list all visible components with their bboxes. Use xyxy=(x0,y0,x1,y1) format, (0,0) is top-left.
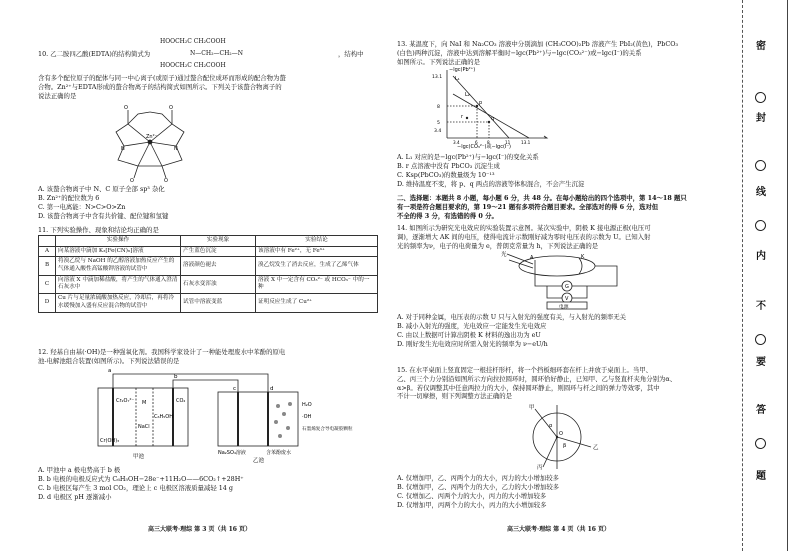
q15-option-a: A. 仅增加甲，乙、丙两个力的大小，丙力的大小增加较多 xyxy=(397,474,560,483)
table-cell: B xyxy=(39,257,56,275)
label-beta: β xyxy=(563,443,567,450)
table-cell: 向某溶液中滴加 K₃[Fe(CN)₆]溶液 xyxy=(56,246,181,257)
label-force-bing: 丙 xyxy=(537,465,543,472)
table-cell: 试管中溶液变蓝 xyxy=(181,294,256,312)
q14-option-b: B. 减小入射光的强度，光电效应一定能发生光电效应 xyxy=(397,322,547,331)
label-yi-pool: 乙池 xyxy=(253,457,265,464)
label-cr2o7: Cr₂O₇²⁻ xyxy=(116,397,135,404)
q11-stem: 11. 下列实验操作、现象和结论均正确的是 xyxy=(38,226,159,234)
label-light: 光 xyxy=(501,252,507,259)
label-h2o: H₂O xyxy=(302,401,312,408)
q13-option-d: D. 维持温度不变，将 p、q 两点的溶液等体积混合，不会产生沉淀 xyxy=(397,179,585,188)
binding-circle-icon xyxy=(755,92,766,103)
table-cell: 向溶液 X 中滴加稀盐酸，将产生的气体通入澄清石灰水中 xyxy=(56,275,181,293)
q13-y-tick: 5 xyxy=(437,121,440,127)
label-oh-radical: ·OH xyxy=(302,413,312,420)
table-cell: 证明反应生成了 Cu²⁺ xyxy=(256,294,378,312)
binding-char: 要 xyxy=(756,357,766,368)
edta-formula-top: HOOCH₂C CH₂COOH xyxy=(160,38,226,45)
table-row xyxy=(39,246,378,257)
label-voltmeter: V xyxy=(565,296,569,303)
q12-option-a: A. 甲池中 a 极电势高于 b 极 xyxy=(38,466,121,475)
q13-x-axis-label: −lgc(CO₃²⁻)或−lgc(I⁻) xyxy=(457,144,511,151)
q13-x-tick: 13.1 xyxy=(521,140,531,146)
label-co2: CO₂ xyxy=(176,397,186,404)
edta-formula-bottom: HOOCH₂C CH₂COOH xyxy=(160,62,226,69)
label-cathode-k: K xyxy=(581,254,585,261)
table-cell: 溶液 X 中一定含有 CO₃²⁻ 或 HCO₃⁻ 中的一种 xyxy=(256,275,378,293)
binding-char: 线 xyxy=(756,187,766,198)
svg-text:O: O xyxy=(124,105,128,112)
label-electrode: 石墨烯复合导电凝胶颗粒 xyxy=(302,426,353,432)
table-header xyxy=(39,235,56,246)
q15-option-b: B. 仅增加甲，乙、丙两个力的大小，乙力的大小增加较多 xyxy=(397,482,560,491)
table-row xyxy=(39,275,378,293)
binding-dashed-line xyxy=(742,0,743,551)
q13-option-c: C. Ksp(PbCO₃)的数量级为 10⁻¹³ xyxy=(397,170,495,179)
q12-option-b: B. b 电极的电极反应式为 C₆H₅OH−28e⁻+11H₂O——6CO₂↑+28H⁺ xyxy=(38,475,244,484)
svg-text:O: O xyxy=(169,105,173,112)
question-12 xyxy=(38,348,378,502)
svg-text:O: O xyxy=(130,178,134,183)
label-b: b xyxy=(174,373,178,380)
q13-option-b: B. r 点溶液中没有 PbCO₃ 沉淀生成 xyxy=(397,162,500,171)
q11-table xyxy=(38,235,378,313)
q13-stem2: (白色)两种沉淀，溶液中达到溶解平衡时−lgc(Pb²⁺)与−lgc(CO₃²⁻)或−lgc(I⁻)的关系 xyxy=(397,48,642,57)
q14-stem1: 14. 如图所示为研究光电效应的实验装置示意图。某次实验中，阴极 K 接电源正极(电压可 xyxy=(397,224,651,232)
table-cell: 石灰水变浑浊 xyxy=(181,275,256,293)
label-jia-pool: 甲池 xyxy=(133,453,145,460)
table-header: 实验现象 xyxy=(181,235,256,246)
label-c6h5oh: C₆H₅OH xyxy=(154,413,173,420)
cell-electrolysis-diagram xyxy=(38,366,378,464)
table-cell: 溶液颜色褪去 xyxy=(181,257,256,275)
q14-option-a: A. 对于同种金属，电压表的示数 U 只与入射光的强度有关，与入射光的频率无关 xyxy=(397,313,627,322)
q13-line-label-l2: L₂ xyxy=(465,92,470,99)
table-cell: 将溴乙烷与 NaOH 的乙醇溶液加热反应产生的气体通入酸性高锰酸钾溶液的试管中 xyxy=(56,257,181,275)
zn-edta-chelate-diagram xyxy=(88,102,208,182)
label-anode-a: A xyxy=(530,255,534,262)
table-cell: Cu 片与足量浓硫酸加热反应，冷却后，再将冷水缓慢加入盛有反应混合物的试管中 xyxy=(56,294,181,312)
binding-circle-icon xyxy=(755,438,766,449)
q13-y-tick: 13.1 xyxy=(432,75,443,81)
q13-x-tick: 3.4 xyxy=(453,140,460,146)
table-header: 实验结论 xyxy=(256,235,378,246)
binding-char: 内 xyxy=(756,251,766,262)
binding-char: 答 xyxy=(756,405,766,416)
svg-text:O: O xyxy=(164,178,168,183)
table-row xyxy=(39,294,378,312)
label-power: 电源 xyxy=(559,305,569,311)
label-nacl: NaCl xyxy=(138,423,150,430)
section-2-line3: 不全的得 3 分，有选错的得 0 分。 xyxy=(397,211,498,220)
section-2-instructions xyxy=(397,194,727,220)
q13-line-label-l1: L₁ xyxy=(455,76,460,83)
q13-x-tick: 8 xyxy=(487,140,490,146)
binding-char: 密 xyxy=(756,41,766,52)
q13-option-a: A. L₁ 对应的是−lgc(Pb²⁺)与−lgc(I⁻)的变化关系 xyxy=(397,153,539,162)
q13-point-label: q xyxy=(491,116,495,123)
q12-option-d: D. d 电极区 pH 逐渐减小 xyxy=(38,492,112,501)
q13-x-tick: 11 xyxy=(505,140,511,146)
q13-y-axis-label: −lgc(Pb²⁺) xyxy=(449,67,476,74)
label-c: c xyxy=(233,385,237,392)
table-header: 实验操作 xyxy=(56,235,181,246)
label-center-o: O xyxy=(559,431,563,438)
q10-stem1: 10. 乙二胺四乙酸(EDTA)的结构简式为 xyxy=(38,50,151,58)
page-footer-left: 高三大联考·理综 第 3 页（共 16 页） xyxy=(148,526,252,533)
binding-circle-icon xyxy=(755,160,766,171)
q15-stem2: 乙、丙三个力分别沿如图所示方向拉拉圆环时，圆环恰好静止，已知甲、乙与竖直杆夹角分别为α、 xyxy=(397,374,677,383)
photoelectric-circuit-diagram xyxy=(487,250,637,310)
edta-formula-row xyxy=(38,36,378,74)
question-14 xyxy=(397,224,727,349)
q14-option-d: D. 刚好发生光电效应时所需入射光的频率为 ν−eU/h xyxy=(397,339,548,348)
table-cell: A xyxy=(39,246,56,257)
label-phenol-water: 含苯酚废水 xyxy=(266,449,292,456)
binding-char: 题 xyxy=(756,471,766,482)
binding-margin xyxy=(735,0,794,551)
q13-point-label: r xyxy=(461,114,464,121)
page-footer-right: 高三大联考·理综 第 4 页（共 16 页） xyxy=(507,526,611,533)
ring-forces-diagram xyxy=(487,401,637,471)
q13-x-tick: 6 xyxy=(475,140,478,146)
q13-stem3: 如图所示。下列说法正确的是 xyxy=(397,57,481,66)
q10-option-a: A. 该螯合物离子中 N、C 原子全部 sp³ 杂化 xyxy=(38,185,165,194)
section-2-line1: 二、选择题：本题共 8 小题，每小题 6 分，共 48 分。在每小题给出的四个选项中，第 14～18 题只 xyxy=(397,194,687,202)
label-galvanometer: G xyxy=(565,284,569,291)
q12-stem1: 12. 羟基自由基(·OH)是一种强氧化剂。我国科学家设计了一种能处理废水中苯酚的原电 xyxy=(38,348,286,356)
q15-stem1: 15. 在水平桌面上竖直固定一根挂杆形杆，将一个挡板细环套在杆上并放于桌面上。当甲、 xyxy=(397,366,653,374)
label-alpha: α xyxy=(549,423,553,430)
q13-stem1: 13. 某温度下，向 NaI 和 Na₂CO₃ 溶液中分别滴加 (CH₃COO)₂Pb 溶液产生 PbI₂(黄色)，PbCO₃ xyxy=(397,40,679,48)
label-force-yi: 乙 xyxy=(593,445,599,452)
question-15 xyxy=(397,366,727,509)
question-13 xyxy=(397,40,727,189)
svg-text:N: N xyxy=(121,146,125,153)
q13-y-tick: 3.4 xyxy=(434,129,442,135)
q10-stem3: 合物。Zn²⁺与EDTA形成的螯合物离子的结构简式如图所示。下列关于该螯合物离子的 xyxy=(38,82,282,91)
q14-option-c: C. 由以上数据可计算出阴极 K 材料的逸出功为 eU xyxy=(397,330,541,339)
q13-point-label: p xyxy=(479,100,483,107)
q10-stem4: 说法正确的是 xyxy=(38,91,77,100)
q12-option-c: C. b 电极区每产生 3 mol CO₂，理论上 c 电极区溶液质量减轻 14 g xyxy=(38,484,233,493)
zn-label: Zn²⁻ xyxy=(146,134,158,141)
q15-stem4: 不计一切摩擦，则下列调整方法正确的是 xyxy=(397,392,513,401)
label-force-jia: 甲 xyxy=(529,405,535,412)
q13-graph xyxy=(417,66,567,150)
binding-solid-line xyxy=(787,0,788,551)
q10-option-d: D. 该螯合物离子中含有共价键、配位键和氢键 xyxy=(38,211,169,220)
q15-stem3: α>β。若仅调整其中任意两拉力的大小，保持圆环静止，则圆环与杆之间的弹力等效零，其中 xyxy=(397,383,660,392)
binding-circle-icon xyxy=(755,334,766,345)
label-croh3: Cr(OH)₃ xyxy=(100,437,120,444)
q10-option-c: C. 第一电离能：N>C>O>Zn xyxy=(38,202,126,211)
svg-text:N: N xyxy=(174,146,178,153)
label-a: a xyxy=(108,367,112,374)
table-row xyxy=(39,257,378,275)
q14-stem3: 光的频率为ν，电子的电荷量为 e，普朗克常量为 h，下列说法正确的是 xyxy=(397,241,599,250)
section-2-line2: 有一项是符合题目要求的，第 19～21 题有多项符合题目要求。全部选对的得 6 分，选对但 xyxy=(397,202,659,211)
q13-y-tick: 8 xyxy=(437,105,440,111)
label-d: d xyxy=(270,385,274,392)
question-11 xyxy=(38,226,378,313)
q10-option-b: B. Zn²⁺的配位数为 6 xyxy=(38,194,100,203)
q12-stem2: 池-电解池组合装置(如图所示)。下列说法错误的是 xyxy=(38,356,180,365)
label-m: M xyxy=(142,399,147,406)
table-cell: 产生蓝色沉淀 xyxy=(181,246,256,257)
question-10 xyxy=(38,36,378,221)
q10-stem2: 含有多个配位原子的配体与同一中心离子(或原子)通过螯合配位成环而形成的配合物为螯 xyxy=(38,74,286,82)
binding-char: 封 xyxy=(756,113,766,124)
table-cell: C xyxy=(39,275,56,293)
binding-char: 不 xyxy=(756,301,766,312)
label-na2so4: Na₂SO₄溶液 xyxy=(218,449,246,456)
table-cell: D xyxy=(39,294,56,312)
q14-stem2: 调)，逐渐增大 AK 间的电压，使得电流计示数刚好减为零时电压表的示数为 U。已知入射 xyxy=(397,232,651,241)
q10-stem1-end: ，结构中 xyxy=(338,50,364,58)
table-cell: 溴乙烷发生了消去反应，生成了乙烯气体 xyxy=(256,257,378,275)
table-header-row xyxy=(39,235,378,246)
q15-option-c: C. 仅增加乙、丙两个力的大小，丙力的大小增加较多 xyxy=(397,491,547,500)
q15-option-d: D. 仅增加甲，丙两个力的大小，丙力的大小增加较多 xyxy=(397,500,547,509)
binding-circle-icon xyxy=(755,220,766,231)
table-cell: 该溶液中有 Fe²⁺，无 Fe³⁺ xyxy=(256,246,378,257)
edta-formula-mid: N—CH₂—CH₂—N xyxy=(190,50,243,57)
